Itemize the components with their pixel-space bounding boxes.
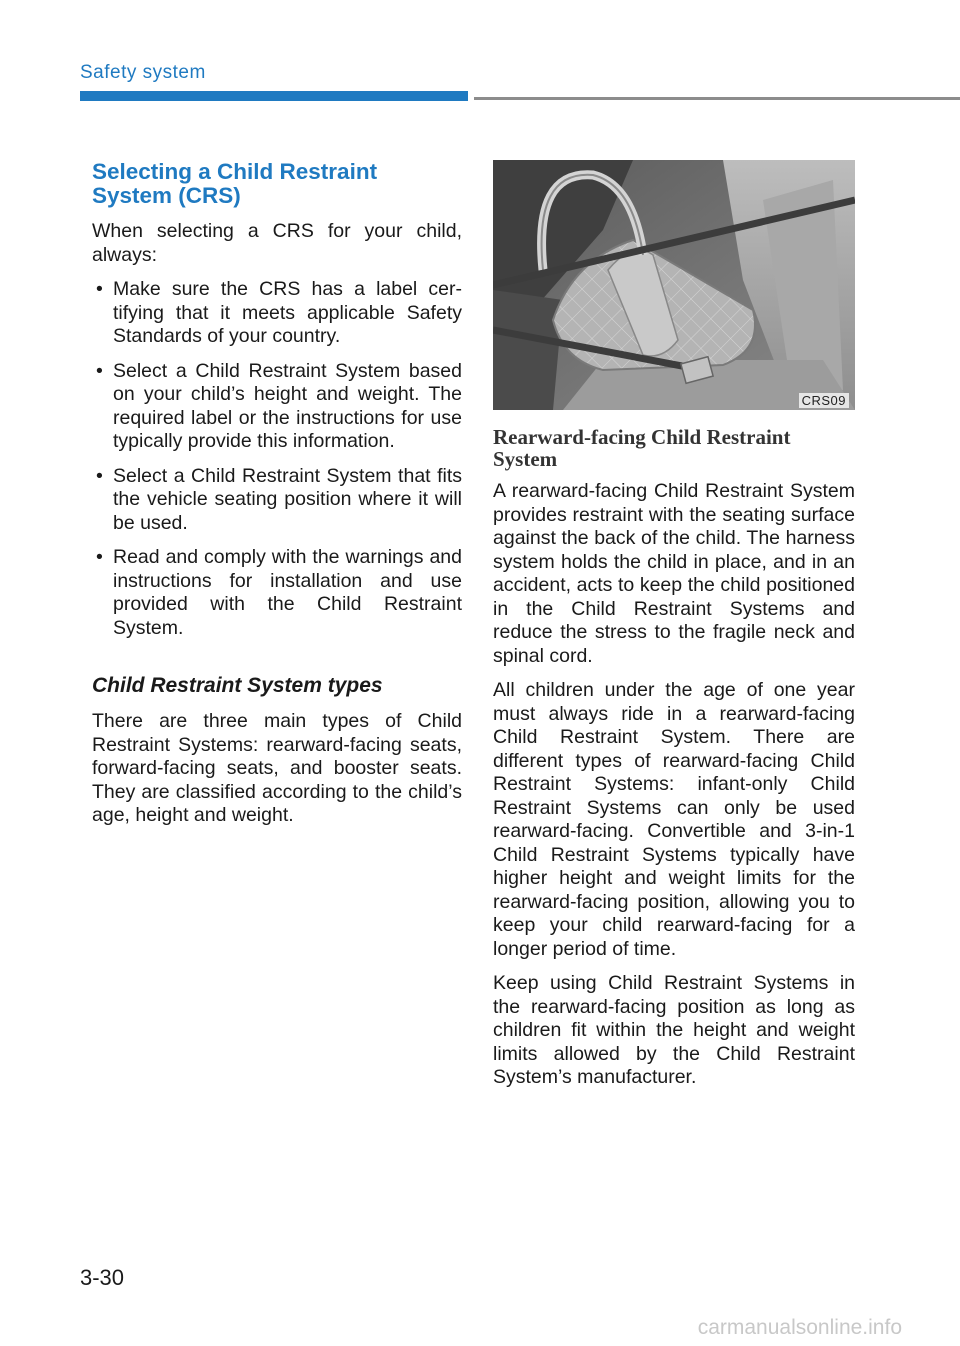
child-seat-illustration	[493, 160, 855, 410]
rearward-paragraph: A rearward-facing Child Restraint System provides restraint with the seating surface against the back of the child. The harness system holds the child in place, and in an accident, acts to keep the child positioned in the Child Restraint Systems and reduce the stress to the fragile neck and spinal cord.	[493, 480, 855, 667]
requirements-list	[92, 278, 462, 640]
bullet-icon: •	[96, 359, 103, 382]
list-item: • Select a Child Restraint System that fits the vehicle seating position where it will be used.	[96, 464, 462, 534]
header-rule	[474, 97, 960, 100]
page-number: 3-30	[80, 1265, 125, 1290]
rearward-heading: Rearward-facing Child Restraint System	[493, 425, 791, 471]
types-paragraph: There are three main types of Child Restraint Systems: rearward-facing seats, forward-facing seats, and booster seats. They are classified according to the child’s age, height and weight.	[92, 710, 462, 826]
list-item: • Read and comply with the warnings and instructions for installation and use provided with the Child Restraint System.	[96, 546, 462, 639]
section-title: Safety system	[80, 62, 206, 83]
types-heading: Child Restraint System types	[92, 674, 383, 697]
rearward-paragraph: All children under the age of one year must always ride in a rearward-facing Child Restraint System. There are different types of rearward-facing Child Restraint Systems: infant-only Child Restraint Systems can only be used rearward-facing. Convertible and 3-in-1 Child Restraint Systems typically have higher height and weight limits for the rearward-facing position, allowing you to keep your child rearward-facing for a longer period of time.	[493, 679, 855, 960]
watermark: carmanualsonline.info	[697, 1316, 902, 1339]
list-item: • Make sure the CRS has a label cer-tifying that it meets applicable Safety Standards of your country.	[96, 278, 462, 347]
bullet-icon: •	[96, 464, 103, 487]
rearward-paragraph: Keep using Child Restraint Systems in the rearward-facing position as long as children fit within the height and weight limits allowed by the Child Restraint System’s manufacturer.	[493, 972, 855, 1088]
list-item: • Select a Child Restraint System based on your child’s height and weight. The required label or the instructions for use typically provide this information.	[96, 359, 462, 452]
figure-label: CRS09	[799, 393, 849, 408]
rear-seat-drawing	[493, 160, 855, 410]
header-rule-accent	[80, 91, 468, 101]
left-column	[92, 160, 462, 839]
section-heading: Selecting a Child Restraint System (CRS)	[92, 159, 378, 208]
bullet-icon: •	[96, 546, 103, 568]
intro-text: When selecting a CRS for your child, always:	[92, 220, 462, 266]
bullet-icon: •	[96, 278, 103, 300]
right-column	[493, 160, 855, 1101]
